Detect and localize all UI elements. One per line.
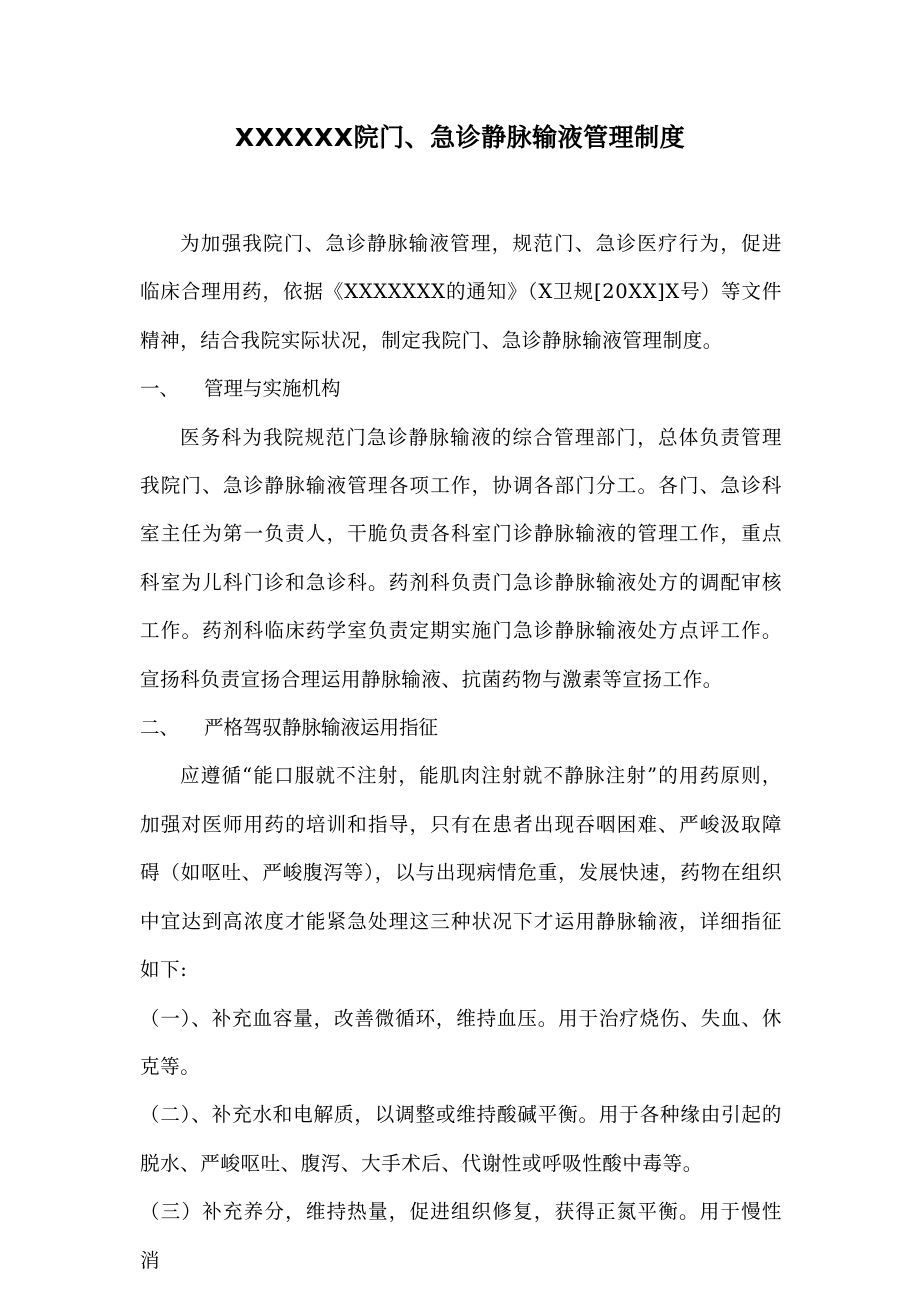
- list-item-3: （三）补充养分，维持热量，促进组织修复，获得正氮平衡。用于慢性消: [140, 1200, 782, 1272]
- intro-paragraph: 为加强我院门、急诊静脉输液管理，规范门、急诊医疗行为，促进临床合理用药，依据《XXXXXXX的通知》（X卫规[20XX]X号）等文件精神，结合我院实际状况，制定我院门、急诊静脉输液管理制度。: [140, 232, 782, 352]
- section-1-paragraph: 医务科为我院规范门急诊静脉输液的综合管理部门，总体负责管理我院门、急诊静脉输液管理各项工作，协调各部门分工。各门、急诊科室主任为第一负责人，干脆负责各科室门诊静脉输液的管理工作，重点科室为儿科门诊和急诊科。药剂科负责门急诊静脉输液处方的调配审核工作。药剂科临床药学室负责定期实施门急诊静脉输液处方点评工作。宣扬科负责宣扬合理运用静脉输液、抗菌药物与激素等宣扬工作。: [140, 425, 782, 691]
- document-title: XXXXXX院门、急诊静脉输液管理制度: [234, 123, 686, 152]
- document-body: [140, 220, 782, 1285]
- section-1-number: 一、: [140, 377, 180, 401]
- section-1-title: 管理与实施机构: [204, 377, 341, 401]
- list-item-2: （二）、补充水和电解质，以调整或维持酸碱平衡。用于各种缘由引起的脱水、严峻呕吐、腹泻、大手术后、代谢性或呼吸性酸中毒等。: [140, 1103, 782, 1175]
- section-1-heading: [140, 365, 782, 413]
- section-2-title: 严格驾驭静脉输液运用指征: [204, 716, 439, 740]
- section-2-heading: [140, 704, 782, 752]
- list-item-1: （一）、补充血容量，改善微循环，维持血压。用于治疗烧伤、失血、休克等。: [140, 1006, 782, 1078]
- section-2-number: 二、: [140, 716, 180, 740]
- section-2-paragraph: 应遵循“能口服就不注射，能肌肉注射就不静脉注射”的用药原则，加强对医师用药的培训和指导，只有在患者出现吞咽困难、严峻汲取障碍（如呕吐、严峻腹泻等），以与出现病情危重，发展快速，药物在组织中宜达到高浓度才能紧急处理这三种状况下才运用静脉输液，详细指征如下:: [140, 764, 782, 982]
